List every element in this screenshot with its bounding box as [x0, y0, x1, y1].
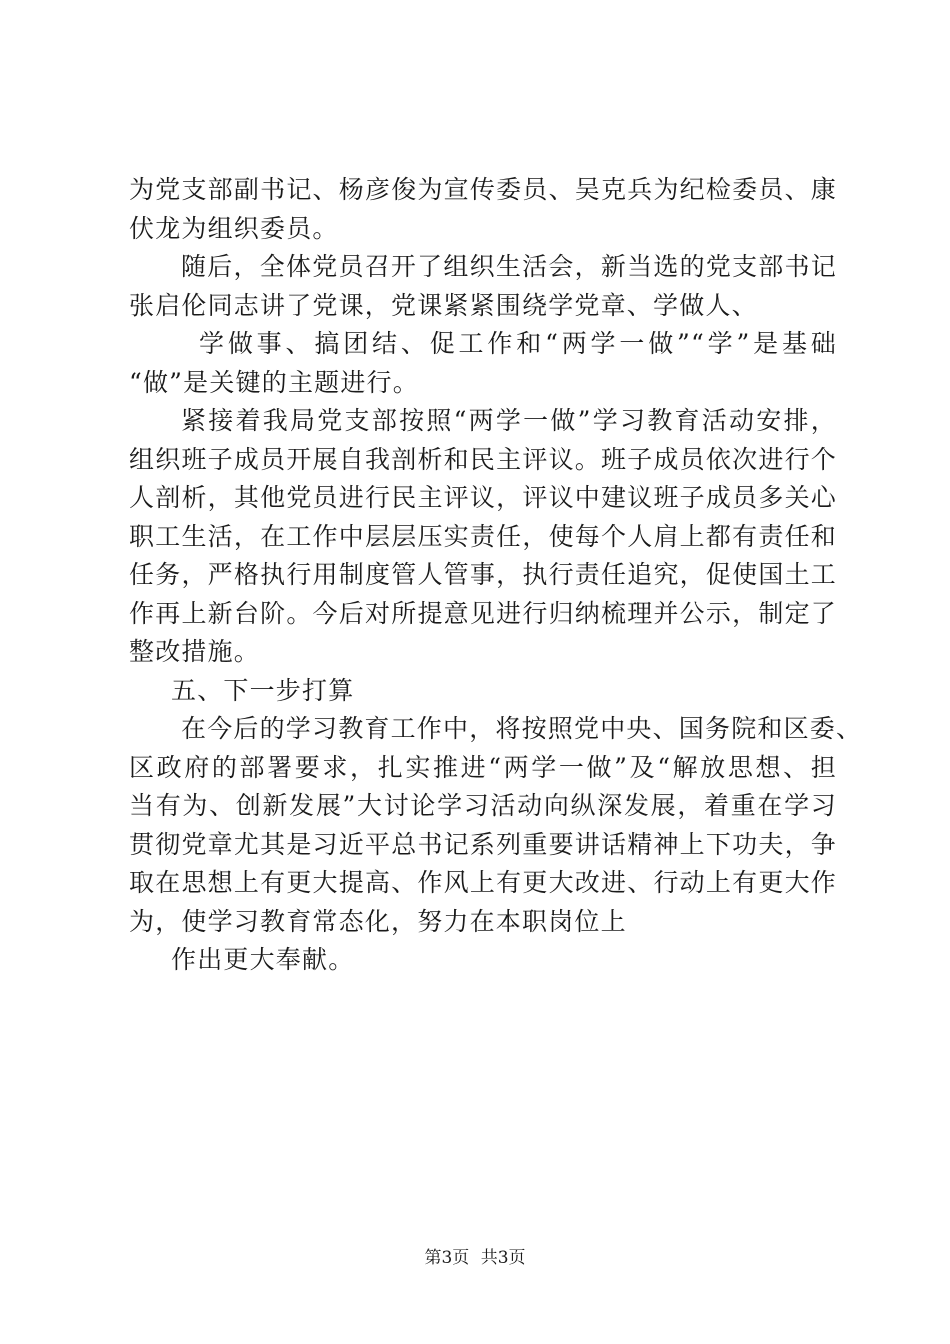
document-body: [129, 171, 863, 980]
text-line: 为，使学习教育常态化，努力在本职岗位上: [129, 906, 627, 936]
text-line: 组织班子成员开展自我剖析和民主评议。班子成员依次进行个: [129, 444, 837, 474]
text-line: 整改措施。: [129, 637, 261, 666]
paragraph-line: 随后，全体党员召开了组织生活会，新当选的党支部书记: [181, 252, 837, 281]
page-number: 第3页: [424, 1248, 470, 1268]
text-line: 张启伦同志讲了党课，党课紧紧围绕学党章、学做人、: [129, 290, 758, 320]
text-line: 职工生活，在工作中层层压实责任，使每个人肩上都有责任和: [129, 521, 837, 551]
page-total: 共3页: [480, 1248, 526, 1268]
paragraph-line: 作出更大奉献。: [171, 945, 355, 974]
paragraph-line: 在今后的学习教育工作中，将按照党中央、国务院和区委、: [181, 714, 863, 743]
section-heading: 五、下一步打算: [171, 675, 355, 705]
text-line: 贯彻党章尤其是习近平总书记系列重要讲话精神上下功夫，争: [129, 829, 837, 859]
text-line: 人剖析，其他党员进行民主评议，评议中建议班子成员多关心: [129, 483, 837, 512]
text-line: 区政府的部署要求，扎实推进“两学一做”及“解放思想、担: [129, 752, 837, 782]
page-footer: [0, 1243, 950, 1268]
paragraph-line: 紧接着我局党支部按照“两学一做”学习教育活动安排，: [181, 406, 837, 435]
text-line: 取在思想上有更大提高、作风上有更大改进、行动上有更大作: [129, 868, 837, 897]
text-line: 作再上新台阶。今后对所提意见进行归纳梳理并公示，制定了: [129, 598, 837, 628]
text-line: 任务，严格执行用制度管人管事，执行责任追究，促使国土工: [129, 560, 837, 589]
text-line: 当有为、创新发展”大讨论学习活动向纵深发展，着重在学习: [129, 791, 837, 820]
text-line: 为党支部副书记、杨彦俊为宣传委员、吴克兵为纪检委员、康: [129, 175, 837, 204]
paragraph-line: 学做事、搞团结、促工作和“两学一做”“学”是基础: [199, 329, 837, 358]
text-line: 伏龙为组织委员。: [129, 213, 339, 243]
text-line: “做”是关键的主题进行。: [129, 367, 419, 397]
